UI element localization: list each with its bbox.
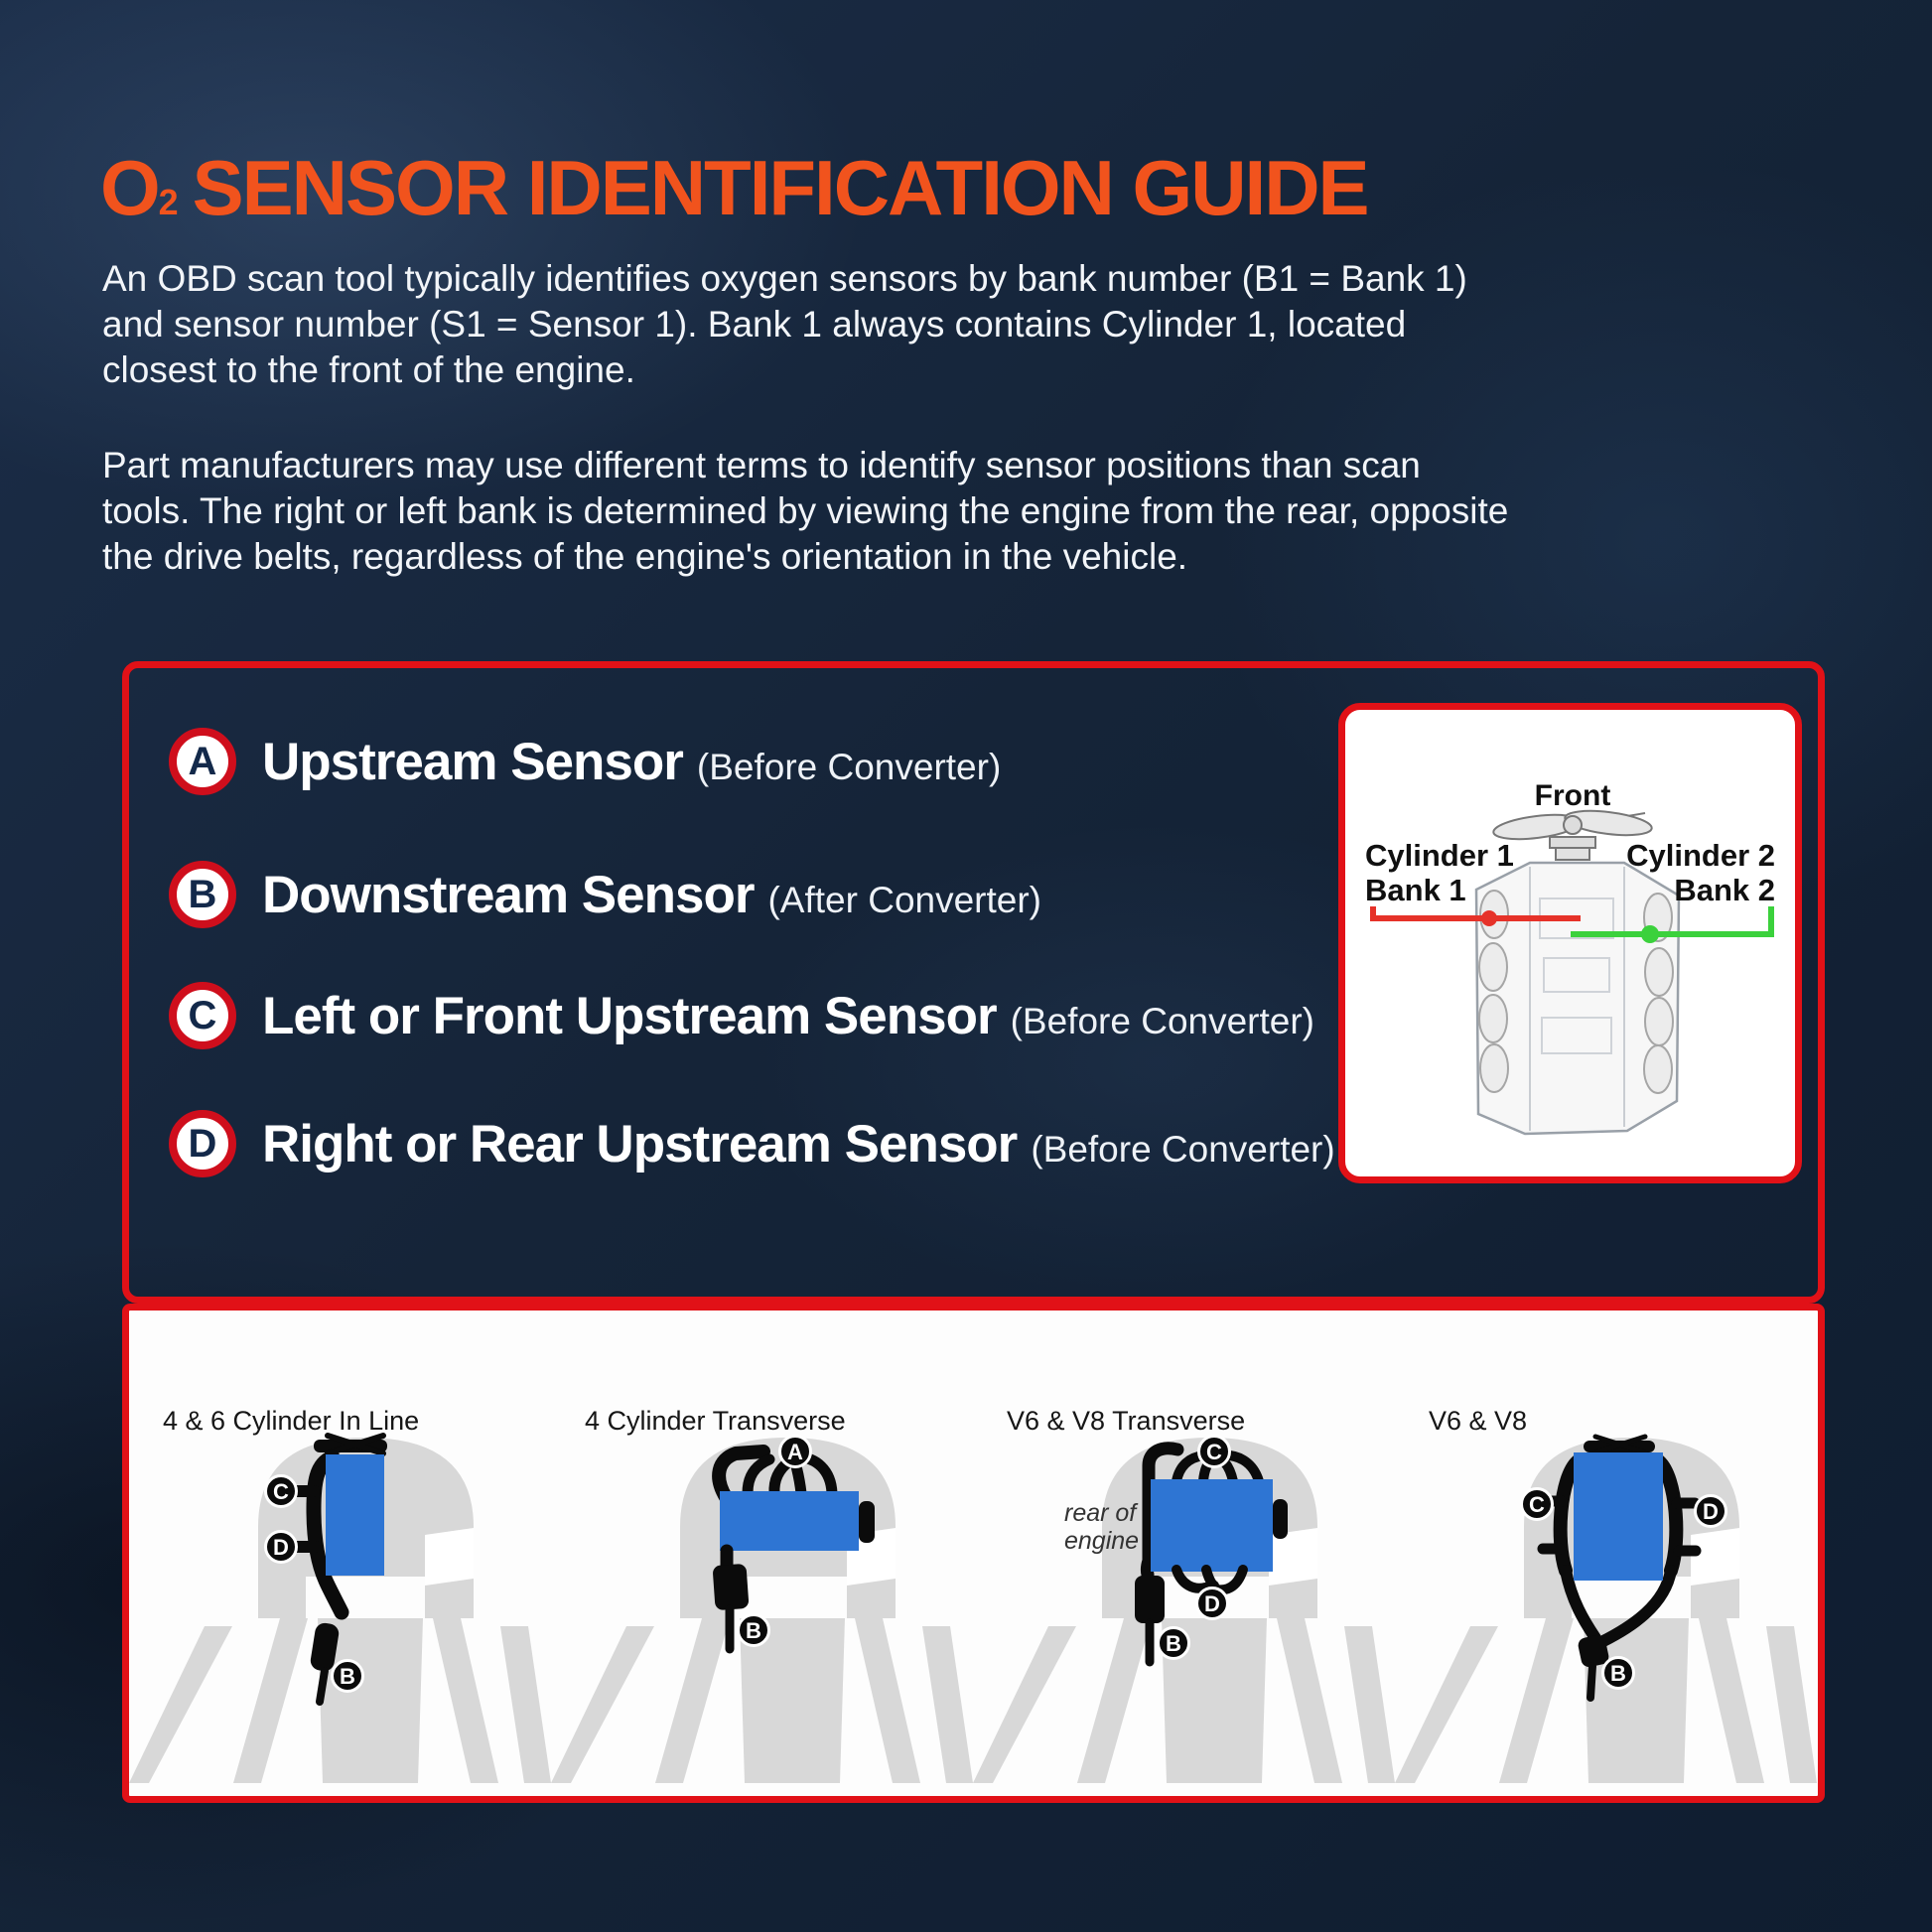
intro-paragraph-2: Part manufacturers may use different terms to identify sensor positions than scan tools. The right or left bank is determined by viewing the engine from the rear, opposite the drive belts, regardless of the engine's orientation in the vehicle. — [102, 445, 1509, 577]
layout-cell-v-transverse — [973, 1311, 1395, 1796]
sensor-badge-d — [1197, 1588, 1228, 1619]
svg-text:D: D — [273, 1535, 289, 1560]
svg-text:C: C — [273, 1479, 289, 1504]
sensor-badge-c — [266, 1476, 297, 1507]
legend-row-b — [169, 861, 1041, 928]
layout-cell-v8 — [1395, 1311, 1817, 1796]
sensor-badge-c — [1199, 1437, 1230, 1467]
legend-note-c: (Before Converter) — [1010, 1000, 1314, 1041]
svg-text:D: D — [1703, 1499, 1719, 1524]
layout-cell-inline — [129, 1311, 551, 1796]
layout-cell-transverse4 — [551, 1311, 973, 1796]
muffler — [713, 1564, 750, 1610]
legend-row-d — [169, 1110, 1335, 1177]
layout-label-v-transverse: V6 & V8 Transverse — [1007, 1406, 1246, 1436]
intro-text-block — [102, 256, 1512, 629]
engine-bank-illustration — [1345, 710, 1795, 1176]
svg-text:B: B — [340, 1664, 355, 1689]
sensor-badge-c — [1522, 1489, 1553, 1520]
svg-text:B: B — [1166, 1631, 1181, 1656]
legend-row-a — [169, 728, 1001, 795]
sensor-badge-b — [333, 1661, 363, 1692]
legend-badge-c: C — [169, 982, 236, 1049]
engine-block-illustration — [1476, 863, 1679, 1134]
legend-note-a: (Before Converter) — [696, 746, 1002, 787]
legend-note-b: (After Converter) — [767, 879, 1041, 920]
inline-engine-diagram — [129, 1311, 551, 1796]
tail-pipe — [320, 1671, 325, 1702]
v-transverse-engine-diagram — [973, 1311, 1395, 1796]
legend-title-d: Right or Rear Upstream Sensor — [262, 1114, 1018, 1173]
sensor-badge-b — [1603, 1658, 1634, 1689]
legend-title-a: Upstream Sensor — [262, 732, 683, 791]
title-subscript-2: 2 — [158, 183, 177, 223]
engine-layouts-panel — [122, 1304, 1825, 1803]
engine-rect — [720, 1491, 859, 1551]
page-title — [100, 143, 1368, 233]
car-silhouette — [551, 1438, 973, 1783]
legend-row-c — [169, 982, 1314, 1049]
engine-rect — [1574, 1452, 1663, 1581]
rear-of-engine-note-line2: engine — [1064, 1527, 1140, 1555]
svg-text:A: A — [787, 1440, 803, 1464]
legend-badge-b: B — [169, 861, 236, 928]
sensor-badge-b — [739, 1615, 769, 1646]
sensor-badge-d — [266, 1532, 297, 1563]
sensor-legend-panel — [122, 661, 1825, 1304]
engine-bank-inset-panel — [1338, 703, 1802, 1183]
legend-badge-a: A — [169, 728, 236, 795]
title-o: O — [100, 144, 159, 232]
sensor-badge-a — [780, 1437, 811, 1467]
fan-icon — [859, 1501, 875, 1543]
cylinder1-label: Cylinder 1 — [1365, 838, 1514, 873]
muffler — [1135, 1576, 1165, 1623]
legend-badge-d: D — [169, 1110, 236, 1177]
cylinder2-label: Cylinder 2 — [1626, 838, 1775, 873]
sensor-badge-b — [1159, 1628, 1189, 1659]
svg-text:C: C — [1529, 1492, 1545, 1517]
rear-of-engine-note-line1: rear of — [1064, 1499, 1137, 1527]
svg-text:B: B — [746, 1618, 761, 1643]
title-rest: SENSOR IDENTIFICATION GUIDE — [192, 144, 1368, 232]
legend-title-c: Left or Front Upstream Sensor — [262, 986, 997, 1045]
layout-label-v8: V6 & V8 — [1429, 1406, 1528, 1436]
svg-text:D: D — [1204, 1591, 1220, 1616]
fan-icon — [1273, 1499, 1288, 1539]
intro-paragraph-1: An OBD scan tool typically identifies oxygen sensors by bank number (B1 = Bank 1) and sensor number (S1 = Sensor 1). Bank 1 always contains Cylinder 1, located closest to the front of the engine. — [102, 258, 1467, 390]
layout-label-transverse4: 4 Cylinder Transverse — [585, 1406, 846, 1436]
legend-note-d: (Before Converter) — [1031, 1128, 1335, 1170]
svg-text:C: C — [1206, 1440, 1222, 1464]
engine-rect — [1151, 1479, 1273, 1572]
bank1-label: Bank 1 — [1365, 873, 1466, 907]
engine-rect — [326, 1454, 384, 1576]
svg-text:B: B — [1610, 1661, 1626, 1686]
transverse4-engine-diagram — [551, 1311, 973, 1796]
sensor-badge-d — [1696, 1496, 1726, 1527]
legend-title-b: Downstream Sensor — [262, 865, 755, 924]
v8-engine-diagram — [1395, 1311, 1817, 1796]
tail-pipe — [1590, 1666, 1592, 1698]
front-label: Front — [1534, 779, 1611, 812]
layout-label-inline: 4 & 6 Cylinder In Line — [163, 1406, 420, 1436]
bank2-label: Bank 2 — [1674, 873, 1775, 907]
